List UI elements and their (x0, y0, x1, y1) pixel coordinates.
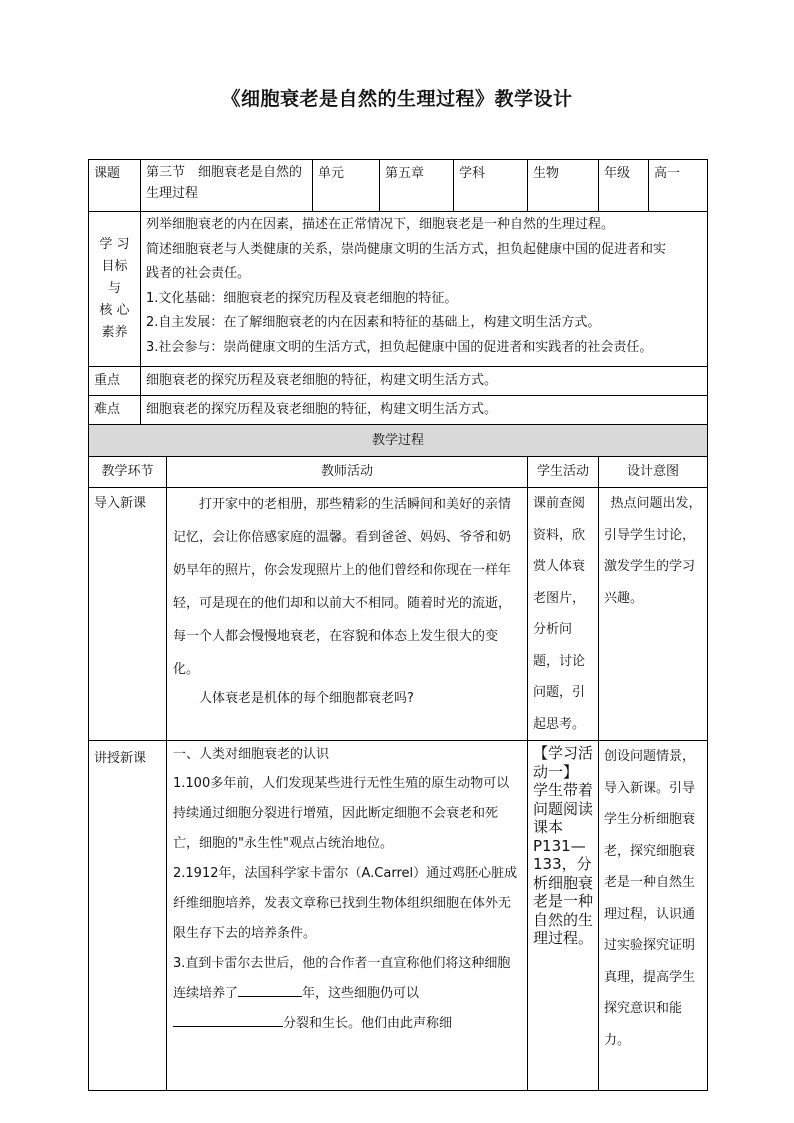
grade-value: 高一 (649, 160, 708, 212)
goals-label: 学 习 目标 与 核 心 素养 (89, 212, 141, 367)
learning-activity-title: 【学习活动一】 (533, 744, 594, 781)
difficult-point-label: 难点 (89, 396, 141, 425)
intro-row (89, 488, 708, 741)
process-header-row (89, 425, 708, 457)
topic-value: 第三节 细胞衰老是自然的生理过程 (141, 160, 313, 212)
fill-in-blank[interactable] (173, 1012, 283, 1027)
lecture-paragraph: 3.直到卡雷尔去世后，他的合作者一直宣称他们将这种细胞连续培养了 年，这些细胞仍可以分裂和生长。他们由此声称细 (173, 956, 511, 1031)
intro-student-activity: 课前查阅资料，欣赏人体衰老图片，分析问题，讨论问题，引起思考。 (528, 488, 599, 741)
key-point-row (89, 367, 708, 396)
lecture-stage: 讲授新课 (89, 741, 167, 1091)
grade-label: 年级 (599, 160, 649, 212)
page-title: 《细胞衰老是自然的生理过程》教学设计 (221, 88, 573, 110)
goal-line: 3.社会参与：崇尚健康文明的生活方式，担负起健康中国的促进者和实践者的社会责任。 (146, 339, 653, 355)
difficult-point-value: 细胞衰老的探究历程及衰老细胞的特征，构建文明生活方式。 (141, 396, 708, 425)
process-columns-row (89, 457, 708, 488)
subject-label: 学科 (454, 160, 528, 212)
lecture-paragraph: 2.1912年，法国科学家卡雷尔（A.Carrel）通过鸡胚心脏成纤维细胞培养，发表文章称已找到生物体组织细胞在体外无限生存下去的培养条件。 (173, 866, 518, 941)
goal-line: 简述细胞衰老与人类健康的关系，崇尚健康文明的生活方式，担负起健康中国的促进者和实 (146, 241, 667, 257)
fill-in-blank[interactable] (238, 982, 302, 997)
difficult-point-row (89, 396, 708, 425)
stage-column-header: 教学环节 (89, 457, 167, 488)
lecture-heading: 一、人类对细胞衰老的认识 (173, 747, 330, 762)
lecture-student-activity (528, 741, 599, 1091)
intro-teacher-question: 人体衰老是机体的每个细胞都衰老吗? (199, 691, 414, 706)
unit-value: 第五章 (380, 160, 454, 212)
topic-label: 课题 (89, 160, 141, 212)
intro-design-intent: 热点问题出发，引导学生讨论，激发学生的学习兴趣。 (599, 488, 708, 741)
learning-activity-text: 学生带着问题阅读课本P131—133，分析细胞衰老是一种自然的生理过程。 (533, 781, 594, 947)
goals-content (141, 212, 708, 367)
key-point-label: 重点 (89, 367, 141, 396)
intro-stage: 导入新课 (89, 488, 167, 741)
unit-label: 单元 (313, 160, 380, 212)
info-row (89, 160, 708, 212)
key-point-value: 细胞衰老的探究历程及衰老细胞的特征，构建文明生活方式。 (141, 367, 708, 396)
student-column-header: 学生活动 (528, 457, 599, 488)
goal-line: 列举细胞衰老的内在因素，描述在正常情况下，细胞衰老是一种自然的生理过程。 (146, 217, 615, 232)
lecture-paragraph: 1.100多年前，人们发现某些进行无性生殖的原生动物可以持续通过细胞分裂进行增殖，因此断定细胞不会衰老和死亡，细胞的"永生性"观点占统治地位。 (173, 776, 510, 851)
lecture-row (89, 741, 708, 1091)
goals-row (89, 212, 708, 367)
intent-column-header: 设计意图 (599, 457, 708, 488)
intro-teacher-paragraph: 打开家中的老相册，那些精彩的生活瞬间和美好的亲情记忆，会让你倍感家庭的温馨。看到爸爸、妈妈、爷爷和奶奶早年的照片，你会发现照片上的他们曾经和你现在一样年轻，可是现在的他们却和以前大不相同。随着时光的流逝，每一个人都会慢慢地衰老，在容貌和体态上发生很大的变化。 (173, 497, 512, 677)
process-section-title: 教学过程 (89, 425, 708, 457)
subject-value: 生物 (528, 160, 599, 212)
goal-line: 1.文化基础：细胞衰老的探究历程及衰老细胞的特征。 (146, 290, 458, 306)
teacher-column-header: 教师活动 (167, 457, 528, 488)
intro-teacher-activity (167, 488, 528, 741)
lecture-design-intent: 创设问题情景，导入新课。引导学生分析细胞衰老，探究细胞衰老是一种自然生理过程，认识通过实验探究证明真理，提高学生探究意识和能力。 (599, 741, 708, 1091)
goal-line: 践者的社会责任。 (146, 266, 251, 281)
lesson-plan-table (88, 159, 708, 1091)
goal-line: 2.自主发展：在了解细胞衰老的内在因素和特征的基础上，构建文明生活方式。 (146, 315, 601, 330)
lecture-teacher-activity (167, 741, 528, 1091)
